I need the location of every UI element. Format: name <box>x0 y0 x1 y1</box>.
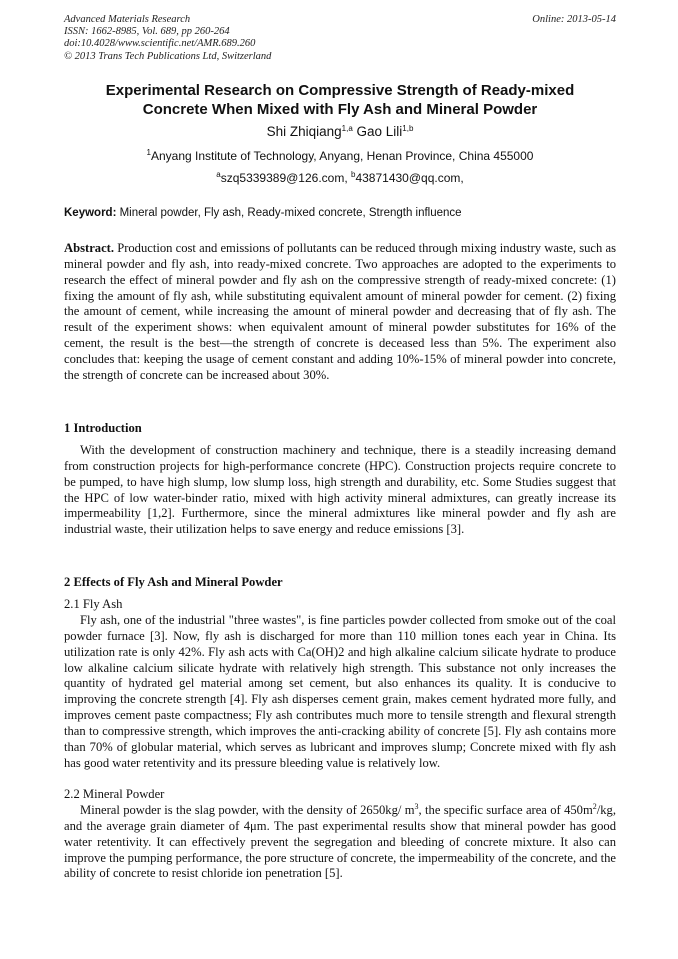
mineral-powder-text-2: , the specific surface area of 450m <box>418 803 593 817</box>
title-line-1: Experimental Research on Compressive Strength of Ready-mixed <box>105 82 575 99</box>
journal-header <box>64 14 616 63</box>
mineral-powder-paragraph <box>64 803 616 882</box>
abstract-text: Production cost and emissions of pollutants can be reduced through mixing industry waste, such as mineral powder and fly ash, into ready-mixed concrete. Two approaches are adopted to the experiments to research the effect of mineral powder and fly ash on the compressive strength of ready-mixed concrete: (1) fixing the amount of fly ash, while substituting equivalent amount of mineral powder for cement. (2) fixing the amount of cement, while increasing the amount of mineral powder and decreasing that of fly ash. The result of the experiment shows: when equivalent amount of mineral powder substitutes for 16% of the cement, the result is the best—the strength of concrete is deceased less than 5%. The experiment also concludes that: keeping the usage of cement constant and adding 10%-15% of mineral powder into concrete, the strength of concrete can be increased about 30%. <box>64 241 616 382</box>
online-date: Online: 2013-05-14 <box>532 14 616 25</box>
superscript-2: 2 <box>592 802 597 811</box>
author-emails <box>64 171 616 186</box>
section-heading-effects: 2 Effects of Fly Ash and Mineral Powder <box>64 575 283 589</box>
copyright-line: © 2013 Trans Tech Publications Ltd, Switzerland <box>64 50 272 62</box>
subsection-heading-fly-ash: 2.1 Fly Ash <box>64 597 123 611</box>
author-2: Gao Lili <box>352 124 403 139</box>
affiliation-text: Anyang Institute of Technology, Anyang, Henan Province, China 455000 <box>150 149 534 163</box>
abstract <box>64 241 616 384</box>
mineral-powder-text-3: /kg, and the average grain diameter of 4μm. The past experimental results show that mineral powder has good water retentivity. It can effectively prevent the segregation and bleeding of concrete mixture. It also can improve the pumping performance, the pore structure of concrete, the impermeability of the concrete, and the ability of concrete to resist chloride ion penetration [5]. <box>64 803 616 881</box>
email-b-mark: b <box>351 170 356 179</box>
fly-ash-paragraph: Fly ash, one of the industrial "three wastes", is fine particles powder collected from smoke out of the coal powder furnace [3]. Now, fly ash is discharged for more than 110 million tones each year in China. Its utilization rate is only 42%. Fly ash acts with Ca(OH)2 and high alkaline calcium silicate hydrate to produce low alkaline calcium silicate hydrate with relatively high strength. This substance not only increases the quantity of hydrated gel material among set cement, but also enhances its quality. It is conducive to improving the concrete strength [4]. Fly ash disperses cement grain, makes cement hydrated more fully, and improves cement paste compactness; Fly ash contributes much more to tensile strength and flexural strength than to compressive strength, which improves the anti-cracking ability of concrete [5]. Fly ash contains more than 70% of globular material, which serves as lubricant and improves slump; Concrete mixed with fly ash has good water retentivity and its pressure bleeding value is relatively low. <box>64 613 616 770</box>
keywords <box>64 206 616 220</box>
superscript-3: 3 <box>414 802 419 811</box>
email-b: 43871430@qq.com, <box>355 171 464 185</box>
email-a: szq5339389@126.com, <box>220 171 351 185</box>
title-line-2: Concrete When Mixed with Fly Ash and Mineral Powder <box>142 100 538 118</box>
issn-line: ISSN: 1662-8985, Vol. 689, pp 260-264 <box>64 26 230 38</box>
author-list <box>64 124 616 140</box>
author-1: Shi Zhiqiang <box>266 124 342 139</box>
doi-line: doi:10.4028/www.scientific.net/AMR.689.260 <box>64 38 256 50</box>
paper-title <box>64 82 616 119</box>
email-a-mark: a <box>216 170 221 179</box>
abstract-label: Abstract. <box>64 241 115 255</box>
section-heading-introduction: 1 Introduction <box>64 421 142 435</box>
affiliation-mark: 1 <box>146 148 151 157</box>
introduction-paragraph: With the development of construction machinery and technique, there is a steadily increasing demand from construction projects for high-performance concrete (HPC). Construction projects require concrete to be pumped, to have high slump, low slump loss, high strength and durability, etc. Some Studies suggest that the HPC of low water-binder ratio, mixed with high activity mineral admixtures, can greatly increase its impermeability [1,2]. Furthermore, since the mineral admixtures like mineral powder and fly ash are industrial waste, their utilization helps to save energy and reduce emissions [3]. <box>64 443 616 537</box>
keyword-label: Keyword: <box>64 207 117 219</box>
author-2-affil-mark: 1,b <box>402 124 414 133</box>
keyword-text: Mineral powder, Fly ash, Ready-mixed concrete, Strength influence <box>116 207 462 219</box>
affiliation <box>64 149 616 164</box>
author-1-affil-mark: 1,a <box>341 124 353 133</box>
mineral-powder-text-1: Mineral powder is the slag powder, with the density of 2650kg/ m <box>80 803 415 817</box>
journal-name: Advanced Materials Research <box>64 14 191 25</box>
subsection-heading-mineral-powder: 2.2 Mineral Powder <box>64 787 165 801</box>
